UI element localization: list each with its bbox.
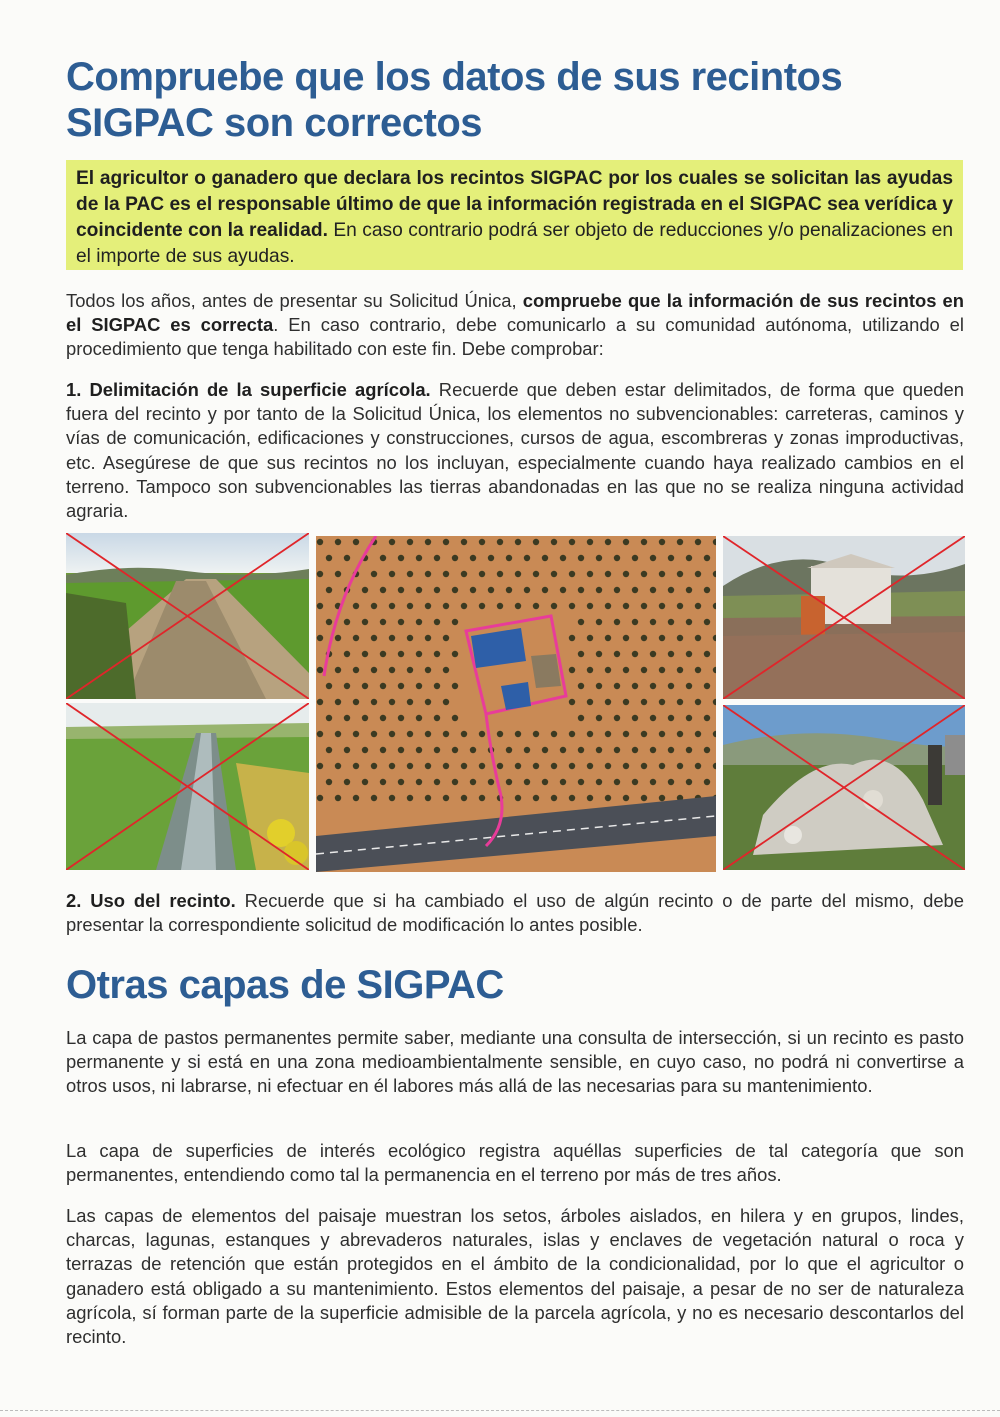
photo-irrigation-channel: [66, 703, 309, 870]
item1-heading: 1. Delimitación de la superficie agrícola.: [66, 379, 431, 400]
item2-paragraph: [66, 889, 964, 937]
highlight-normal-text: En caso contrario podrá ser objeto de reducciones y/o penalizaciones en el importe de sus ayudas.: [76, 220, 953, 267]
paragraph-superficies: La capa de superficies de interés ecológico registra aquéllas superficies de tal categoría que son permanentes, entendiendo como tal la permanencia en el terreno por más de tres años.: [66, 1140, 964, 1186]
paragraph-paisaje: Las capas de elementos del paisaje muestran los setos, árboles aislados, en hilera y en grupos, lindes, charcas, lagunas, estanques y abrevaderos naturales, islas y enclaves de vegetación natural o roca y terrazas de retención que están protegidos en el ámbito de la condicionalidad, por lo que el agricultor o ganadero está obligado a su mantenimiento. Estos elementos del paisaje, a pesar de no ser de naturaleza agrícola, sí forman parte de la superficie admisible de la parcela agrícola, y no es necesario descontarlos del recinto.: [66, 1205, 964, 1348]
intro-text-1: Todos los años, antes de presentar su Solicitud Única,: [66, 290, 523, 311]
photo-rubble-pile: [723, 705, 965, 870]
item1-paragraph: [66, 378, 964, 523]
photo-aerial-farm: [316, 536, 716, 872]
item1-text: Recuerde que deben estar delimitados, de forma que queden fuera del recinto y por tanto de la Solicitud Única, los elementos no subvencionables: carreteras, caminos y vías de comunicación, edificaciones y construcciones, cursos de agua, escombreras y zonas improductivas, etc. Asegúrese de que sus recintos no los incluyan, especialmente cuando haya realizado cambios en el terreno. Tampoco son subvencionables las tierras abandonadas en las que no se realiza ninguna actividad agraria.: [66, 379, 964, 522]
highlight-bold-text: El agricultor o ganadero que declara los recintos SIGPAC por los cuales se solicitan las ayudas de la PAC es el responsable último de que la información registrada en el SIGPAC sea verídica y coincidente con la realidad.: [76, 168, 953, 241]
intro-text-2: . En caso contrario, debe comunicarlo a su comunidad autónoma, utilizando el procedimiento que tenga habilitado con este fin. Debe comprobar:: [66, 314, 964, 360]
highlight-box: [66, 160, 963, 270]
page-edge-line: [0, 1410, 1000, 1411]
item2-heading: 2. Uso del recinto.: [66, 890, 236, 911]
intro-paragraph: [66, 289, 964, 362]
item2-text: Recuerde que si ha cambiado el uso de algún recinto o de parte del mismo, debe presentar la correspondiente solicitud de modificación lo antes posible.: [66, 890, 964, 936]
intro-bold: compruebe que la información de sus recintos en el SIGPAC es correcta: [66, 290, 965, 336]
page-title: Compruebe que los datos de sus recintos SIGPAC son correctos: [66, 55, 843, 145]
photo-building: [723, 536, 965, 699]
section-title: Otras capas de SIGPAC: [66, 963, 504, 1007]
photo-dirt-road: [66, 533, 309, 699]
paragraph-pastos: La capa de pastos permanentes permite saber, mediante una consulta de intersección, si un recinto es pasto permanente y si está en una zona medioambientalmente sensible, en cuyo caso, no podrá ni convertirse a otros usos, ni labrarse, ni efectuar en él labores más allá de las necesarias para su mantenimiento.: [66, 1027, 964, 1097]
